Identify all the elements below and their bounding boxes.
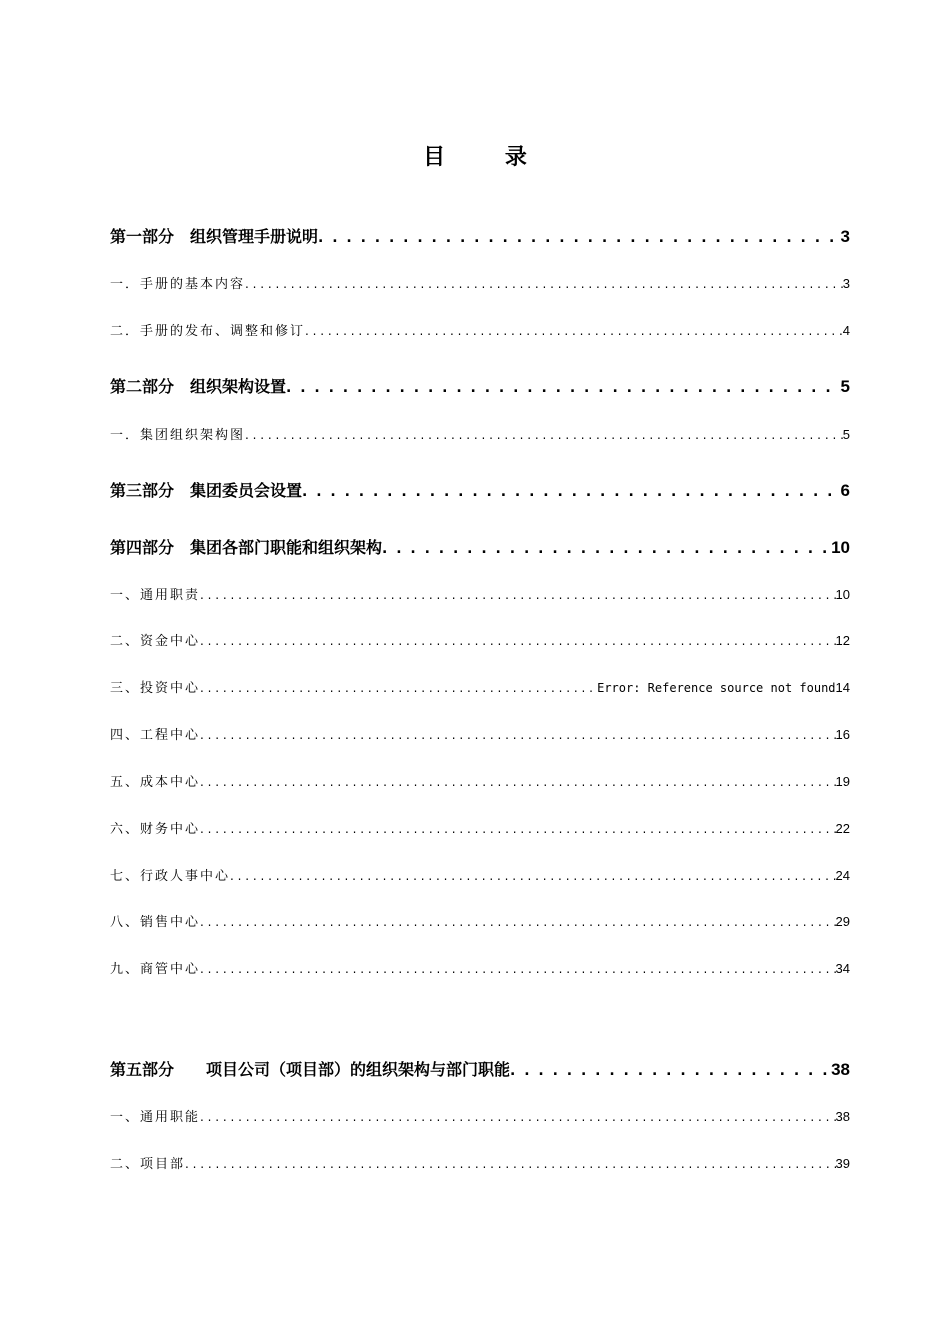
toc-entry-label: 九、商管中心	[110, 962, 201, 976]
dot-leader	[200, 681, 597, 695]
toc-page-number: 38	[831, 1060, 850, 1079]
toc-page-number: 38	[835, 1109, 850, 1124]
toc-entry-label: 第一部分 组织管理手册说明	[110, 227, 319, 246]
toc-page-number: 22	[835, 821, 850, 836]
toc-page-number: 29	[835, 914, 850, 929]
toc-entry-label: 二、项目部	[110, 1157, 186, 1171]
reference-error-text: Error: Reference source not found	[597, 681, 836, 695]
dot-leader	[286, 380, 841, 396]
toc-entry-5-2[interactable]	[110, 1153, 850, 1171]
dot-leader	[510, 1063, 831, 1079]
toc-entry-label: 三、投资中心	[110, 681, 201, 695]
toc-entry-label: 七、行政人事中心	[110, 869, 231, 883]
toc-entry-4-8[interactable]	[110, 911, 850, 929]
toc-entry-label: 八、销售中心	[110, 915, 201, 929]
toc-title: 目 录	[423, 145, 553, 170]
toc-page-number: 12	[835, 633, 850, 648]
dot-leader	[302, 484, 841, 500]
dot-leader	[230, 869, 836, 883]
toc-page-number: 4	[842, 323, 850, 338]
dot-leader	[382, 541, 831, 557]
toc-entry-label: 第三部分 集团委员会设置	[110, 481, 303, 500]
dot-leader	[200, 822, 836, 836]
toc-entry-4-2[interactable]	[110, 630, 850, 648]
toc-page-number: 10	[831, 538, 850, 557]
toc-entry-label: 第四部分 集团各部门职能和组织架构	[110, 538, 383, 557]
dot-leader	[200, 1110, 836, 1124]
toc-entry-label: 第二部分 组织架构设置	[110, 377, 287, 396]
toc-entry-part-1[interactable]	[110, 224, 850, 246]
toc-entry-label: 一、通用职能	[110, 1110, 201, 1124]
toc-entry-4-3[interactable]	[110, 677, 850, 695]
toc-page-number: 6	[840, 481, 850, 500]
toc-entry-part-5[interactable]	[110, 1057, 850, 1079]
toc-page-number: 19	[835, 774, 850, 789]
dot-leader	[318, 230, 841, 246]
toc-entry-4-4[interactable]	[110, 724, 850, 742]
toc-entry-label: 五、成本中心	[110, 775, 201, 789]
toc-entry-label: 四、工程中心	[110, 728, 201, 742]
toc-page-number: 39	[835, 1156, 850, 1171]
dot-leader	[200, 962, 836, 976]
dot-leader	[200, 588, 836, 602]
toc-entry-part-4[interactable]	[110, 535, 850, 557]
toc-entry-1-2[interactable]	[110, 320, 850, 338]
toc-entry-4-7[interactable]	[110, 865, 850, 883]
dot-leader	[245, 428, 843, 442]
toc-entry-label: 二、资金中心	[110, 634, 201, 648]
toc-entry-1-1[interactable]	[110, 273, 850, 291]
toc-page-number: 34	[835, 961, 850, 976]
toc-entry-part-2[interactable]	[110, 374, 850, 396]
toc-entry-label: 第五部分 项目公司（项目部）的组织架构与部门职能	[110, 1060, 511, 1079]
toc-entry-4-1[interactable]	[110, 584, 850, 602]
toc-page-number: 5	[842, 427, 850, 442]
toc-entry-label: 六、财务中心	[110, 822, 201, 836]
dot-leader	[200, 915, 836, 929]
toc-page-number: 24	[835, 868, 850, 883]
toc-entry-label: 一．集团组织架构图	[110, 428, 246, 442]
dot-leader	[185, 1157, 836, 1171]
toc-page-number: 5	[840, 377, 850, 396]
toc-entry-label: 一、通用职责	[110, 588, 201, 602]
toc-page-number: 3	[840, 227, 850, 246]
toc-entry-4-9[interactable]	[110, 958, 850, 976]
toc-page-number: 10	[835, 587, 850, 602]
dot-leader	[200, 775, 836, 789]
dot-leader	[200, 728, 836, 742]
toc-entry-5-1[interactable]	[110, 1106, 850, 1124]
dot-leader	[200, 634, 836, 648]
toc-entry-part-3[interactable]	[110, 478, 850, 500]
toc-entry-4-5[interactable]	[110, 771, 850, 789]
toc-page-number: 14	[835, 680, 850, 695]
toc-entry-label: 一．手册的基本内容	[110, 277, 246, 291]
toc-entry-2-1[interactable]	[110, 424, 850, 442]
toc-entry-4-6[interactable]	[110, 818, 850, 836]
dot-leader	[245, 277, 843, 291]
toc-page-number: 16	[835, 727, 850, 742]
dot-leader	[305, 324, 843, 338]
toc-page-number: 3	[842, 276, 850, 291]
toc-entry-label: 二．手册的发布、调整和修订	[110, 324, 306, 338]
